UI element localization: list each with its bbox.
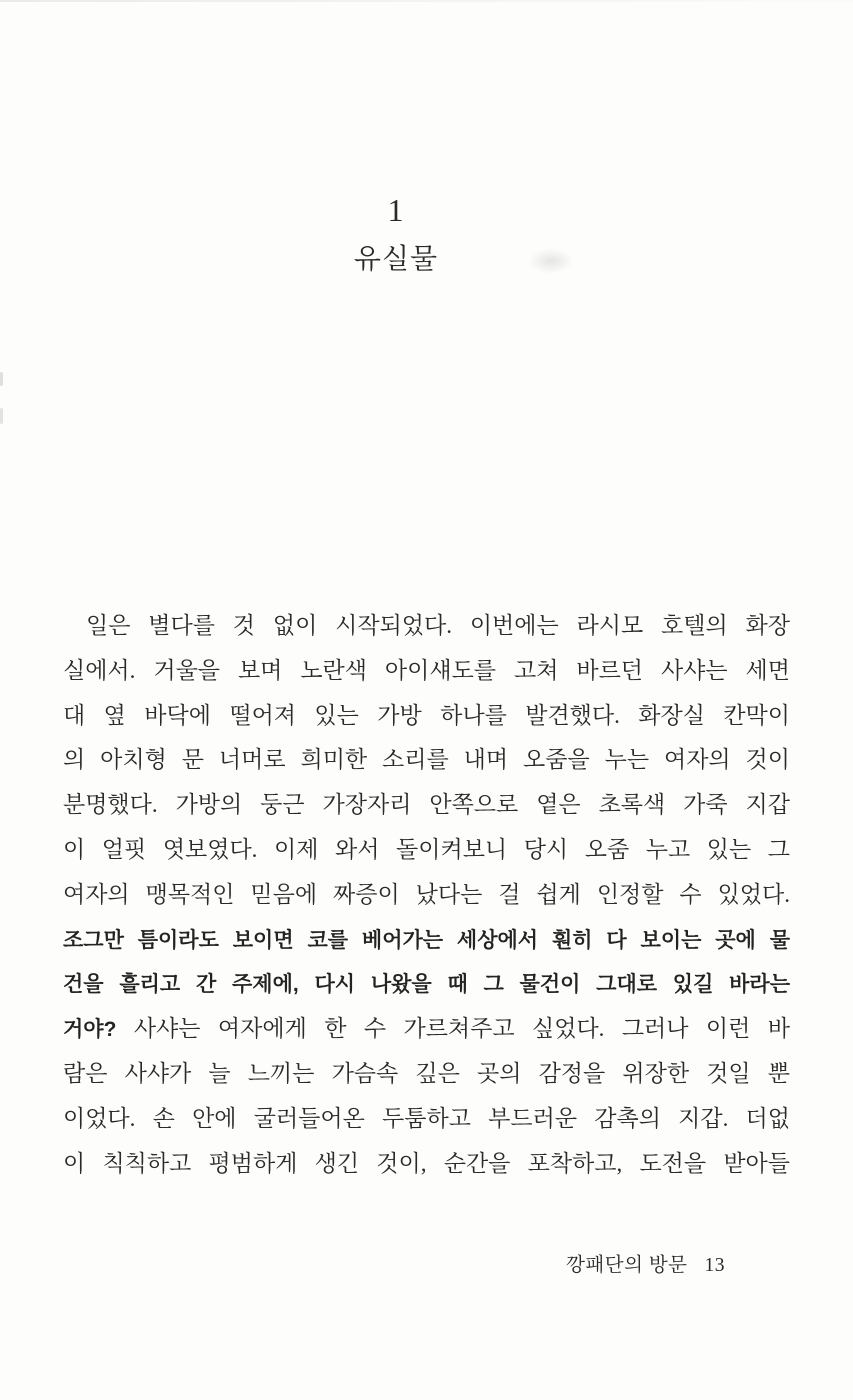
body-segment: 이 얼핏 엿보였다. 이제 와서 돌이켜보니 당시 오줌 누고 있는 그: [63, 836, 790, 862]
text-line: [63, 783, 790, 828]
text-line: [63, 604, 790, 649]
emphasized-text: 건을 흘리고 간 주제에, 다시 나왔을 때 그 물건이 그대로 있길 바라는: [63, 973, 790, 997]
body-segment: 분명했다. 가방의 둥근 가장자리 안쪽으로 옅은 초록색 가죽 지갑: [63, 792, 790, 818]
body-segment: 실에서. 거울을 보며 노란색 아이섀도를 고쳐 바르던 사샤는 세면: [63, 657, 790, 683]
body-segment: 이었다. 손 안에 굴러들어온 두툼하고 부드러운 감촉의 지갑. 더없: [63, 1105, 790, 1131]
emphasized-text: 거야?: [63, 1018, 117, 1042]
text-line: [63, 962, 790, 1007]
chapter-heading: [0, 192, 792, 279]
emphasized-text: 조그만 틈이라도 보이면 코를 베어가는 세상에서 훤히 다 보이는 곳에 물: [63, 928, 790, 952]
text-line: [63, 873, 790, 918]
text-line: [63, 1097, 790, 1142]
body-segment: 대 옆 바닥에 떨어져 있는 가방 하나를 발견했다. 화장실 칸막이: [63, 702, 790, 728]
body-segment: 사샤는 여자에게 한 수 가르쳐주고 싶었다. 그러나 이런 바: [116, 1016, 790, 1042]
text-line: [63, 828, 790, 873]
text-line: [63, 1007, 790, 1052]
text-line: [63, 694, 790, 739]
footer-page-number: 13: [704, 1255, 725, 1276]
body-text: [63, 604, 790, 1186]
chapter-number: 1: [387, 192, 405, 228]
text-line: [63, 738, 790, 783]
text-line: [63, 1052, 790, 1097]
scan-artifact-left-mark: [0, 408, 3, 424]
scan-artifact-left-mark: [0, 372, 3, 386]
body-segment: 여자의 맹목적인 믿음에 짜증이 났다는 걸 쉽게 인정할 수 있었다.: [63, 881, 790, 907]
body-segment: 이 칙칙하고 평범하게 생긴 것이, 순간을 포착하고, 도전을 받아들: [63, 1150, 790, 1176]
chapter-title: 유실물: [353, 244, 439, 275]
text-line: [63, 649, 790, 694]
body-segment: 람은 사샤가 늘 느끼는 가슴속 깊은 곳의 감정을 위장한 것일 뿐: [63, 1060, 790, 1086]
text-line: [63, 1142, 790, 1187]
scan-artifact-top-line: [0, 0, 853, 2]
body-segment: 의 아치형 문 너머로 희미한 소리를 내며 오줌을 누는 여자의 것이: [63, 747, 790, 773]
text-line: [63, 918, 790, 963]
running-footer: [566, 1252, 725, 1280]
footer-book-title: 깡패단의 방문: [566, 1255, 688, 1276]
body-segment: 일은 별다를 것 없이 시작되었다. 이번에는 라시모 호텔의 화장: [86, 613, 790, 638]
